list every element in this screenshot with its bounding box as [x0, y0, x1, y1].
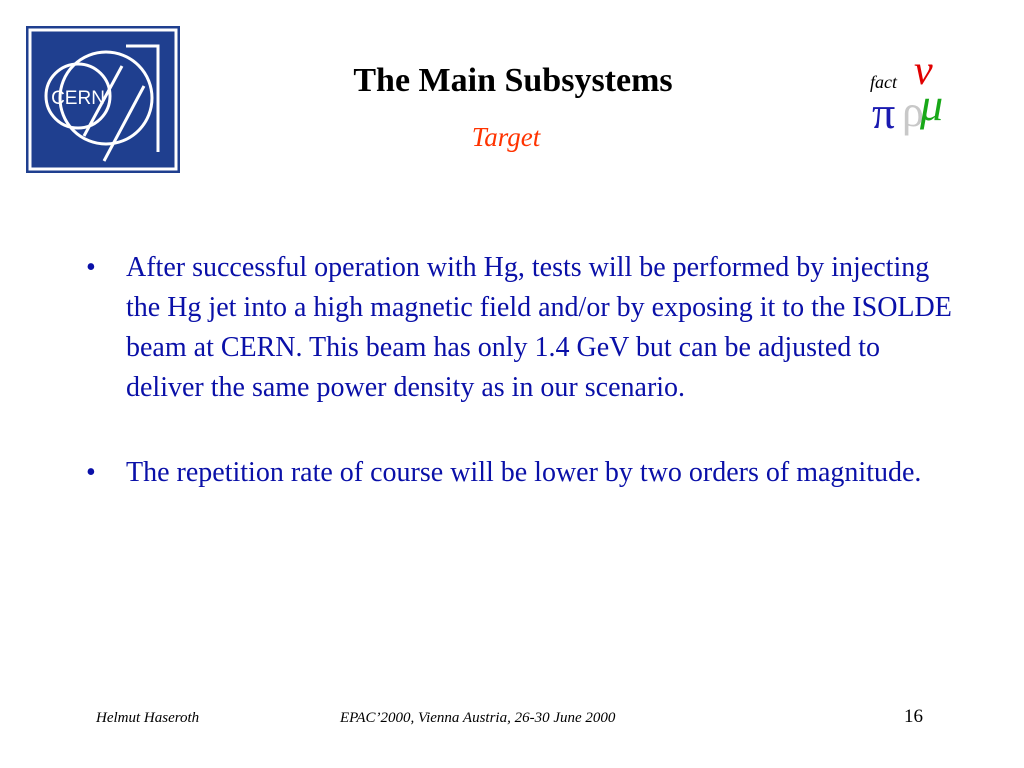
slide-title-text: The Main Subsystems [353, 62, 673, 99]
svg-text:ν: ν [914, 48, 933, 94]
svg-text:fact: fact [870, 72, 897, 92]
footer-author: Helmut Haseroth [96, 710, 200, 726]
bullet-item [84, 248, 964, 408]
bullet-marker: • [86, 457, 96, 488]
bullet-text: The repetition rate of course will be lower by two orders of magnitude. [126, 457, 922, 488]
svg-text:π: π [872, 87, 896, 136]
bullet-item [84, 453, 964, 493]
bullet-text: After successful operation with Hg, tests will be performed by injecting the Hg jet into a high magnetic field and/or by exposing it to the ISOLDE beam at CERN. This beam has only 1.4 GeV but can be adjusted to deliver the same power density as in our scenario. [126, 252, 952, 403]
svg-text:μ: μ [920, 79, 944, 130]
svg-text:CERN: CERN [51, 88, 105, 109]
bullet-list [84, 248, 964, 538]
bullet-marker: • [86, 252, 96, 283]
slide-subtitle-text: Target [471, 122, 541, 152]
nufact-logo-icon [862, 48, 958, 136]
page-number: 16 [904, 706, 923, 727]
svg-text:ρ: ρ [902, 87, 924, 136]
footer-event: EPAC’2000, Vienna Austria, 26-30 June 2000 [340, 710, 616, 726]
